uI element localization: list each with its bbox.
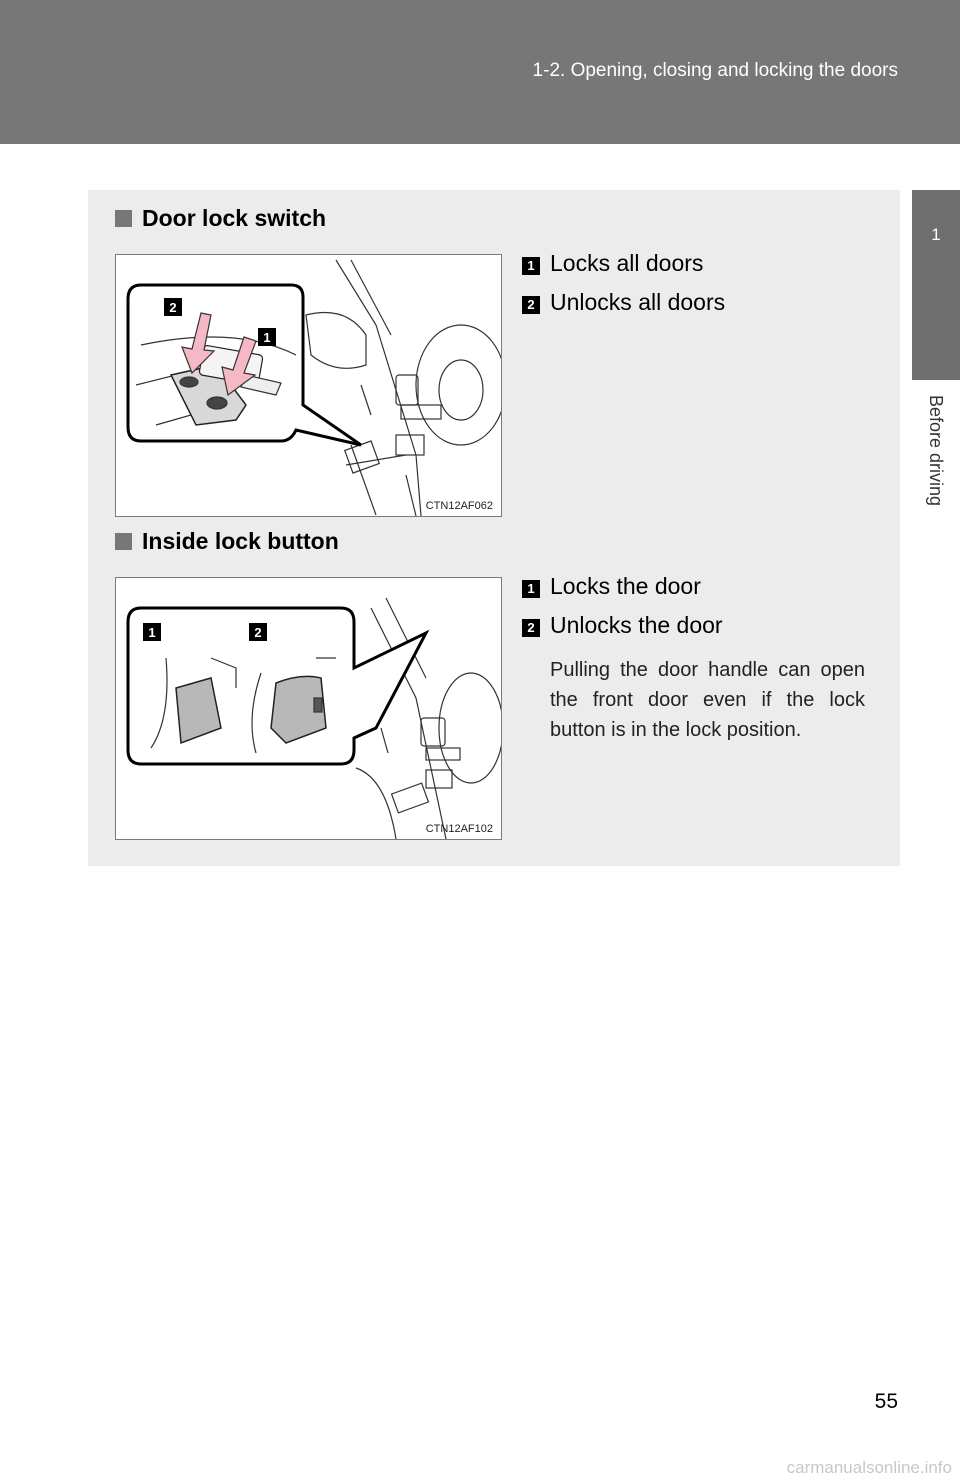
- number-badge: 2: [522, 619, 540, 637]
- number-badge: 1: [522, 580, 540, 598]
- section-heading-text: Inside lock button: [142, 528, 339, 554]
- figure-badge-1: 1: [263, 330, 271, 345]
- figure-code: CTN12AF062: [425, 500, 493, 512]
- list-item-unlocks-all-doors: [522, 288, 725, 316]
- chapter-number: 1: [931, 225, 941, 244]
- inside-lock-button-illustration: [116, 578, 501, 839]
- chapter-section-title: 1-2. Opening, closing and locking the doors: [532, 60, 898, 81]
- door-lock-switch-illustration: [116, 255, 501, 516]
- list-item-text: Locks all doors: [550, 250, 704, 276]
- section-heading-inside-lock-button: [115, 528, 339, 555]
- list-item-text: Locks the door: [550, 573, 701, 599]
- list-item-locks-the-door: [522, 572, 701, 600]
- watermark: carmanualsonline.info: [786, 1458, 952, 1477]
- lock-button-note: Pulling the door handle can open the front door even if the lock button is in the lock position.: [550, 659, 865, 741]
- figure-code: CTN12AF102: [425, 823, 493, 835]
- list-item-text: Unlocks the door: [550, 612, 723, 638]
- figure-inside-lock-button: [115, 577, 502, 840]
- section-bullet-icon: [115, 533, 132, 550]
- page-header: [0, 0, 960, 144]
- section-bullet-icon: [115, 210, 132, 227]
- list-item-unlocks-the-door: [522, 611, 723, 639]
- section-heading-door-lock-switch: [115, 205, 326, 232]
- figure-door-lock-switch: [115, 254, 502, 517]
- figure-badge-2: 2: [169, 300, 177, 315]
- figure-badge-2: 2: [254, 625, 262, 640]
- section-heading-text: Door lock switch: [142, 205, 327, 231]
- chapter-tab: [912, 190, 960, 380]
- number-badge: 1: [522, 257, 540, 275]
- list-item-locks-all-doors: [522, 249, 703, 277]
- figure-badge-1: 1: [148, 625, 156, 640]
- chapter-label: Before driving: [926, 395, 946, 507]
- number-badge: 2: [522, 296, 540, 314]
- page-number: 55: [874, 1390, 898, 1413]
- list-item-text: Unlocks all doors: [550, 289, 726, 315]
